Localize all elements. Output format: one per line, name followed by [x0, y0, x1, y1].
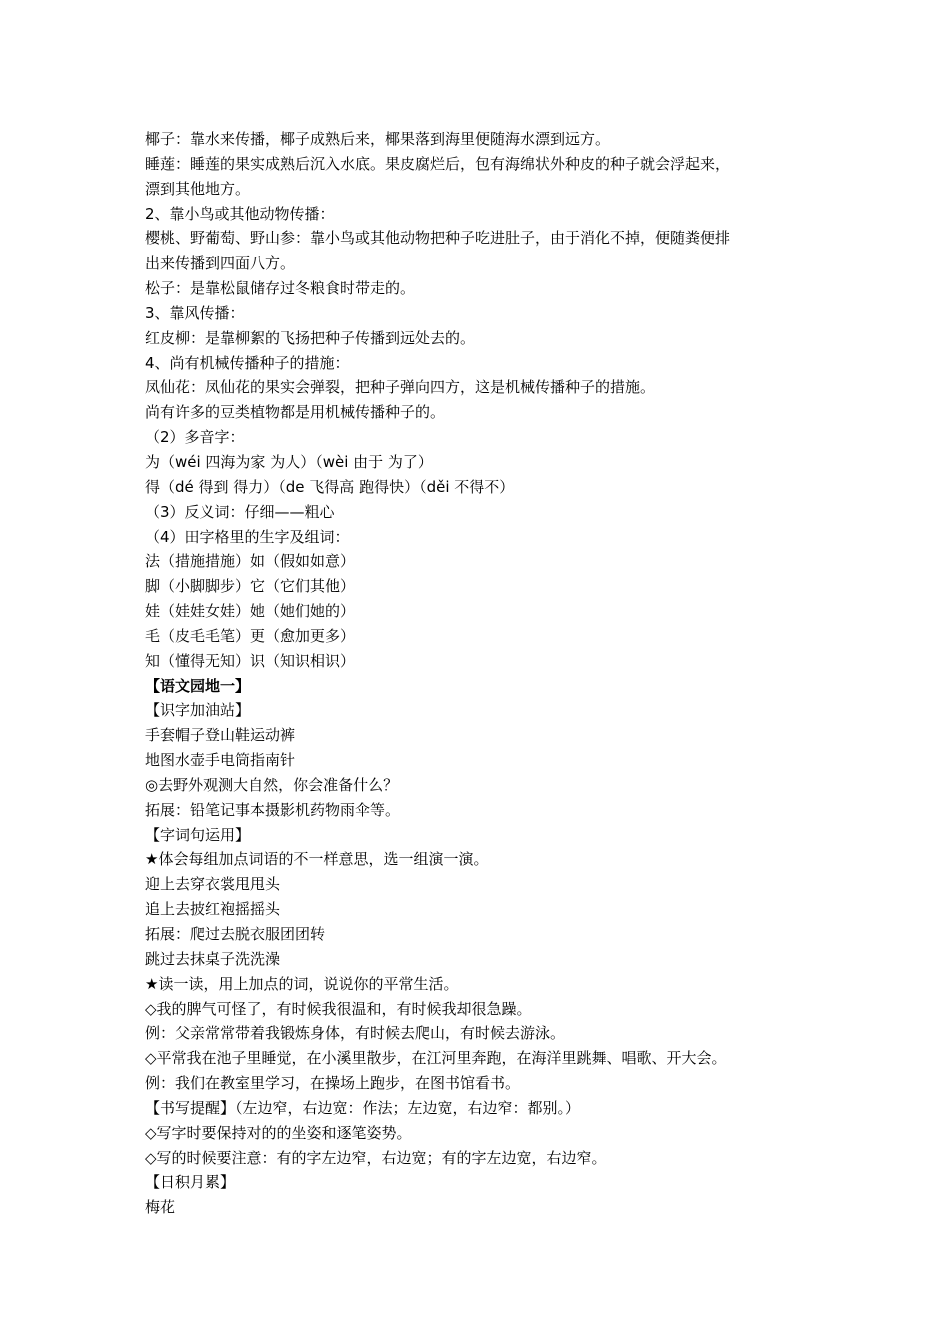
subsection-title: 【识字加油站】	[145, 701, 251, 720]
text-line: ◎去野外观测大自然，你会准备什么？	[145, 775, 399, 794]
section-title: 【语文园地一】	[145, 676, 251, 695]
text-line: 椰子：靠水来传播，椰子成熟后来，椰果落到海里便随海水漂到远方。	[145, 130, 611, 148]
text-line: 拓展：爬过去脱衣服团团转	[145, 925, 326, 943]
text-line: 为（wéi 四海为家 为人）（wèi 由于 为了）	[145, 452, 433, 471]
text-line: ◇平常我在池子里睡觉，在小溪里散步，在江河里奔跑，在海洋里跳舞、唱歌、开大会。	[145, 1049, 727, 1068]
text-line: 例：父亲常常带着我锻炼身体，有时候去爬山，有时候去游泳。	[145, 1024, 566, 1043]
text-line: 例：我们在教室里学习，在操场上跑步，在图书馆看书。	[145, 1074, 521, 1093]
text-line: ★体会每组加点词语的不一样意思，选一组演一演。	[145, 850, 489, 869]
text-line: 凤仙花：凤仙花的果实会弹裂，把种子弹向四方，这是机械传播种子的措施。	[145, 378, 656, 397]
subsection-title: 【书写提醒】（左边窄，右边宽：作法；左边宽，右边窄：都别。）	[145, 1098, 581, 1117]
text-line: 红皮柳：是靠柳絮的飞扬把种子传播到远处去的。	[145, 328, 476, 347]
text-line: ◇写的时候要注意：有的字左边窄，右边宽；有的字左边宽，右边窄。	[145, 1148, 607, 1167]
text-line: 出来传播到四面八方。	[145, 254, 296, 273]
text-line: 樱桃、野葡萄、野山参：靠小鸟或其他动物把种子吃进肚子，由于消化不掉，便随粪便排	[145, 229, 731, 248]
section-heading: （3）反义词：仔细——粗心	[145, 502, 335, 521]
text-line: 跳过去抹桌子洗洗澡	[145, 949, 281, 968]
text-line: 漂到其他地方。	[145, 179, 251, 198]
text-line: ◇我的脾气可怪了，有时候我很温和，有时候我却很急躁。	[145, 999, 532, 1018]
text-line: 毛（皮毛毛笔）更（愈加更多）	[145, 626, 356, 645]
text-line: 娃（娃娃女娃）她（她们她的）	[145, 602, 356, 621]
text-line: ★读一读，用上加点的词，说说你的平常生活。	[145, 974, 459, 993]
text-line: ◇写字时要保持对的的坐姿和逐笔姿势。	[145, 1123, 412, 1142]
text-line: 得（dé 得到 得力）（de 飞得高 跑得快）（děi 不得不）	[145, 477, 515, 496]
subsection-title: 【字词句运用】	[145, 825, 251, 844]
text-line: 法（措施措施）如（假如如意）	[145, 552, 356, 571]
text-line: 松子：是靠松鼠储存过冬粮食时带走的。	[145, 279, 416, 298]
section-heading: （4）田字格里的生字及组词：	[145, 527, 350, 546]
subsection-title: 【日积月累】	[145, 1173, 236, 1192]
text-line: 追上去披红袍摇摇头	[145, 900, 281, 919]
text-line: 手套帽子登山鞋运动裤	[145, 726, 296, 745]
text-line: 拓展：铅笔记事本摄影机药物雨伞等。	[145, 800, 401, 819]
section-heading: 3、靠风传播：	[145, 303, 245, 322]
section-heading: 2、靠小鸟或其他动物传播：	[145, 204, 335, 223]
text-line: 知（懂得无知）识（知识相识）	[145, 651, 356, 670]
section-heading: 4、尚有机械传播种子的措施：	[145, 353, 350, 372]
text-line: 脚（小脚脚步）它（它们其他）	[145, 577, 356, 596]
text-line: 地图水壶手电筒指南针	[145, 751, 296, 770]
document-page	[145, 127, 815, 1220]
text-line: 迎上去穿衣裳甩甩头	[145, 875, 281, 894]
text-line: 尚有许多的豆类植物都是用机械传播种子的。	[145, 403, 446, 422]
text-line: 睡莲：睡莲的果实成熟后沉入水底。果皮腐烂后，包有海绵状外种皮的种子就会浮起来，	[145, 154, 731, 173]
text-line: 梅花	[145, 1198, 176, 1217]
section-heading: （2）多音字：	[145, 428, 245, 447]
